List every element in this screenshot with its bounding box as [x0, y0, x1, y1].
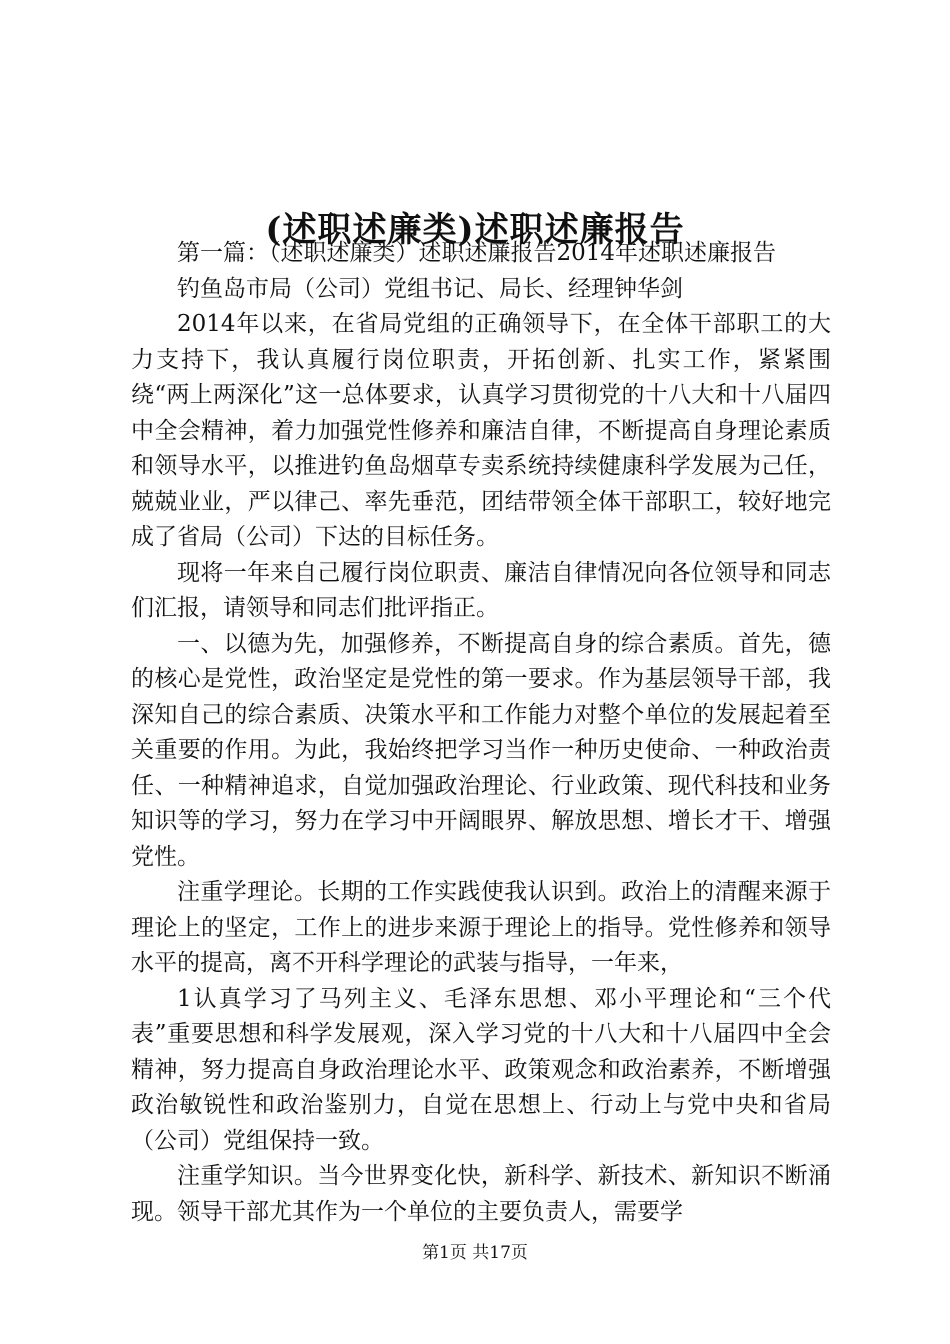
- paragraph-2: 钓鱼岛市局（公司）党组书记、局长、经理钟华剑: [177, 275, 683, 302]
- paragraph-6: 注重学理论。长期的工作实践使我认识到。政治上的清醒来源于理论上的坚定，工作上的进步来源于理论上的指导。党性修养和领导水平的提高，离不开科学理论的武装与指导，一年来，: [131, 879, 831, 976]
- document-body: [131, 236, 831, 1230]
- document-title: (述职述廉类)述职述廉报告: [265, 209, 685, 250]
- page-footer: 第1页 共17页: [422, 1243, 528, 1263]
- paragraph-4: 现将一年来自己履行岗位职责、廉洁自律情况向各位领导和同志们汇报，请领导和同志们批评指正。: [131, 559, 831, 621]
- paragraph-3: 2014年以来，在省局党组的正确领导下，在全体干部职工的大力支持下，我认真履行岗位职责，开拓创新、扎实工作，紧紧围绕“两上两深化”这一总体要求，认真学习贯彻党的十八大和十八届四中全会精神，着力加强党性修养和廉洁自律，不断提高自身理论素质和领导水平，以推进钓鱼岛烟草专卖系统持续健康科学发展为己任，兢兢业业，严以律己、率先垂范，团结带领全体干部职工，较好地完成了省局（公司）下达的目标任务。: [131, 311, 831, 550]
- paragraph-8: 注重学知识。当今世界变化快，新科学、新技术、新知识不断涌现。领导干部尤其作为一个单位的主要负责人，需要学: [131, 1163, 831, 1225]
- paragraph-7: 1认真学习了马列主义、毛泽东思想、邓小平理论和“三个代表”重要思想和科学发展观，深入学习党的十八大和十八届四中全会精神，努力提高自身政治理论水平、政策观念和政治素养，不断增强政治敏锐性和政治鉴别力，自觉在思想上、行动上与党中央和省局（公司）党组保持一致。: [131, 985, 831, 1154]
- paragraph-1: 第一篇：（述职述廉类）述职述廉报告2014年述职述廉报告: [177, 240, 777, 266]
- paragraph-5: 一、以德为先，加强修养，不断提高自身的综合素质。首先，德的核心是党性，政治坚定是党性的第一要求。作为基层领导干部，我深知自己的综合素质、决策水平和工作能力对整个单位的发展起着至关重要的作用。为此，我始终把学习当作一种历史使命、一种政治责任、一种精神追求，自觉加强政治理论、行业政策、现代科技和业务知识等的学习，努力在学习中开阔眼界、解放思想、增长才干、增强党性。: [131, 630, 831, 870]
